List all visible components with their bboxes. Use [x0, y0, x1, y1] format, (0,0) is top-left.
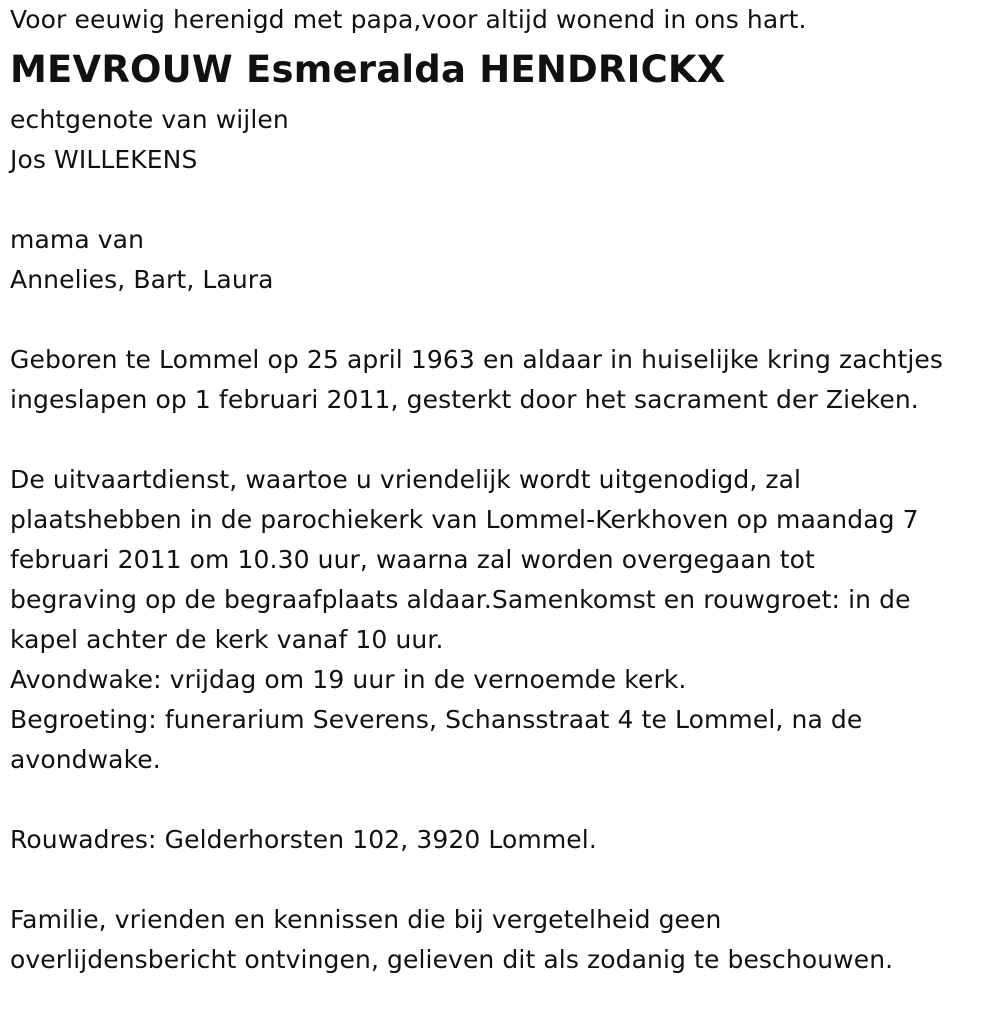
- children-line-2: Annelies, Bart, Laura: [10, 265, 274, 294]
- paragraph-line: avondwake.: [10, 745, 161, 774]
- paragraph-line: februari 2011 om 10.30 uur, waarna zal worden overgegaan tot: [10, 545, 815, 574]
- deceased-name: MEVROUW Esmeralda HENDRICKX: [10, 48, 726, 91]
- intro-line: Voor eeuwig herenigd met papa,voor altijd wonend in ons hart.: [10, 5, 807, 34]
- mourning-address: Rouwadres: Gelderhorsten 102, 3920 Lommel.: [10, 825, 597, 854]
- spacer: [10, 860, 995, 900]
- obituary-notice: [10, 0, 995, 980]
- paragraph-line: kapel achter de kerk vanaf 10 uur.: [10, 625, 444, 654]
- paragraph-line: plaatshebben in de parochiekerk van Lommel-Kerkhoven op maandag 7: [10, 505, 919, 534]
- paragraph-line: De uitvaartdienst, waartoe u vriendelijk wordt uitgenodigd, zal: [10, 465, 802, 494]
- paragraph-line: Avondwake: vrijdag om 19 uur in de vernoemde kerk.: [10, 665, 687, 694]
- paragraph-line: ingeslapen op 1 februari 2011, gesterkt door het sacrament der Zieken.: [10, 385, 919, 414]
- spouse-section: [10, 100, 995, 180]
- paragraph-line: overlijdensbericht ontvingen, gelieven dit als zodanig te beschouwen.: [10, 945, 894, 974]
- paragraph-line: begraving op de begraafplaats aldaar.Samenkomst en rouwgroet: in de: [10, 585, 911, 614]
- birth-death-paragraph: [10, 340, 995, 420]
- closing-paragraph: [10, 900, 995, 980]
- paragraph-line: Familie, vrienden en kennissen die bij vergetelheid geen: [10, 905, 722, 934]
- spouse-line-2: Jos WILLEKENS: [10, 145, 198, 174]
- spouse-line-1: echtgenote van wijlen: [10, 105, 289, 134]
- paragraph-line: Begroeting: funerarium Severens, Schansstraat 4 te Lommel, na de: [10, 705, 863, 734]
- spacer: [10, 300, 995, 340]
- paragraph-line: Geboren te Lommel op 25 april 1963 en aldaar in huiselijke kring zachtjes: [10, 345, 944, 374]
- spacer: [10, 180, 995, 220]
- children-line-1: mama van: [10, 225, 145, 254]
- spacer: [10, 780, 995, 820]
- children-section: [10, 220, 995, 300]
- funeral-paragraph: [10, 460, 995, 780]
- spacer: [10, 420, 995, 460]
